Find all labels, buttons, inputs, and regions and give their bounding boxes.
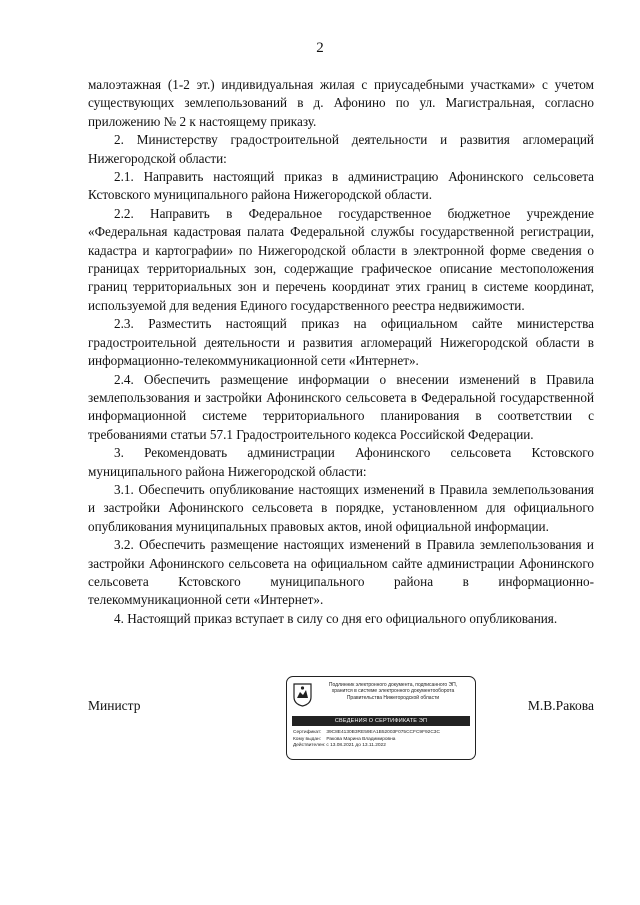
document-body bbox=[88, 76, 594, 628]
page-number: 2 bbox=[316, 40, 324, 56]
paragraph: 2.4. Обеспечить размещение информации о внесении изменений в Правила землепользования и застройки Афонинского сельсовета в Федеральной государственной информационной системе территориального планирования в соответствии с требованиями статьи 57.1 Градостроительного кодекса Российской Федерации. bbox=[88, 371, 594, 442]
paragraph: 2.2. Направить в Федеральное государственное бюджетное учреждение «Федеральная кадастровая палата Федеральной службы государственной регистрации, кадастра и картографии» по Нижегородской области в электронной форме сведения о границах территориальных зон, содержащие графическое описание местоположения границ территориальных зон и перечень координат этих границ в системе координат, используемой для ведения Единого государственного реестра недвижимости. bbox=[88, 205, 594, 313]
certificate-label: Сертификат: bbox=[293, 730, 322, 735]
certificate-header: СВЕДЕНИЯ О СЕРТИФИКАТЕ ЭП bbox=[292, 716, 470, 726]
certificate-details bbox=[293, 730, 471, 750]
validity-label: Действителен: bbox=[293, 743, 326, 749]
stamp-notice bbox=[315, 682, 471, 701]
signatory-role: Министр bbox=[88, 698, 141, 713]
signature-block bbox=[88, 672, 594, 772]
owner-value: Ракова Марина Владимировна bbox=[326, 736, 396, 742]
paragraph: 3.1. Обеспечить опубликование настоящих изменений в Правила землепользования и застройки Афонинского сельсовета в порядке, установленном для официального опубликования муниципальных правовых актов, иной официальной информации. bbox=[88, 481, 594, 534]
paragraph: 4. Настоящий приказ вступает в силу со дня его официального опубликования. bbox=[114, 610, 558, 626]
validity-row bbox=[293, 743, 471, 750]
owner-label: Кому выдан: bbox=[293, 736, 321, 742]
paragraph: 2.1. Направить настоящий приказ в администрацию Афонинского сельсовета Кстовского муниципального района Нижегородской области. bbox=[88, 169, 594, 203]
electronic-signature-stamp bbox=[286, 676, 476, 760]
validity-value: с 13.08.2021 до 13.11.2022 bbox=[326, 743, 386, 749]
paragraph: 3. Рекомендовать администрации Афонинского сельсовета Кстовского муниципального района Нижегородской области: bbox=[88, 445, 594, 479]
coat-of-arms-icon bbox=[293, 683, 312, 707]
paragraph: 3.2. Обеспечить размещение настоящих изменений в Правила землепользования и застройки Афонинского сельсовета на официальном сайте администрации Афонинского сельсовета Кстовского муниципального района в информационно-телекоммуникационной сети «Интернет». bbox=[88, 537, 594, 608]
stamp-notice-line: Правительства Нижегородской области bbox=[346, 694, 440, 701]
stamp-notice-line: хранится в системе электронного документооборота bbox=[331, 688, 455, 695]
paragraph: 2. Министерству градостроительной деятельности и развития агломераций Нижегородской области: bbox=[88, 132, 594, 166]
signatory-name: М.В.Ракова bbox=[527, 698, 594, 713]
paragraph: малоэтажная (1-2 эт.) индивидуальная жилая с приусадебными участками» с учетом существующих землепользований в д. Афонино по ул. Магистральная, согласно приложению № 2 к настоящему приказу. bbox=[88, 77, 594, 129]
paragraph: 2.3. Разместить настоящий приказ на официальном сайте министерства градостроительной деятельности и развития агломераций Нижегородской области в информационно-телекоммуникационной сети «Интернет». bbox=[88, 316, 594, 369]
stamp-notice-line: Подлинник электронного документа, подписанного ЭП, bbox=[328, 682, 458, 688]
certificate-value: 39C8E4130B3RE59EA1B52003F075CCFC9F92C3C bbox=[326, 730, 440, 735]
certificate-row bbox=[293, 730, 471, 737]
